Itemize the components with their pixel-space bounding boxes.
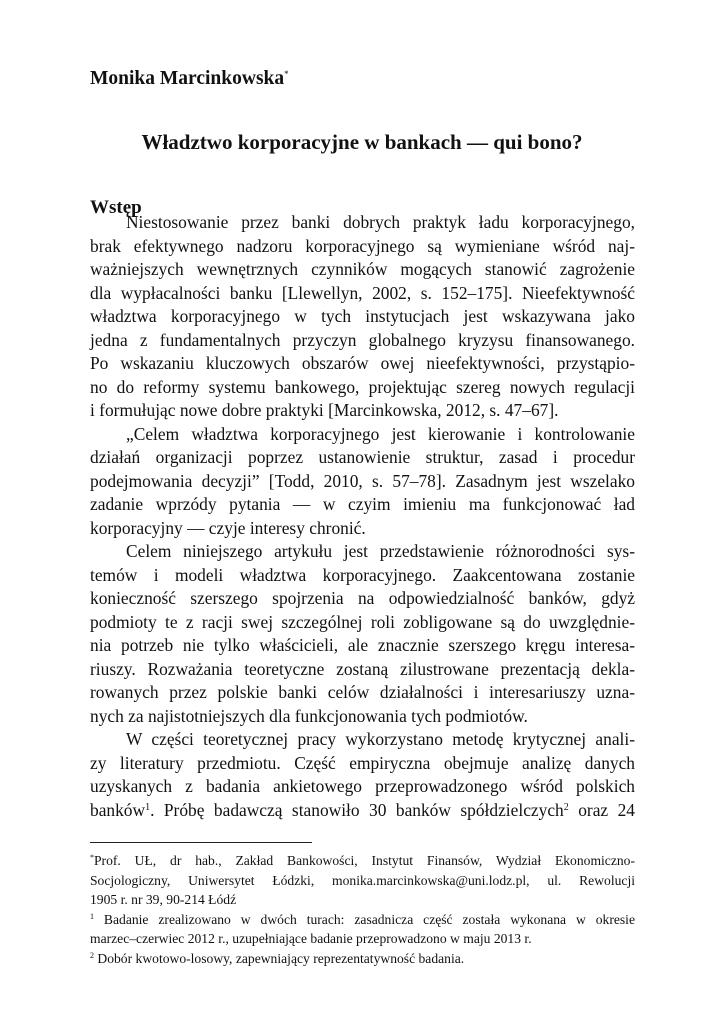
body-line: konieczność szerszego spojrzenia na odpowiedzialność banków, gdyż — [90, 588, 635, 608]
body-line: W części teoretycznej pracy wykorzystano metodę krytycznej anali- — [126, 729, 635, 749]
body-line: Niestosowanie przez banki dobrych praktyk ładu korporacyjnego, — [126, 212, 635, 232]
body-line: ważniejszych wewnętrznych czynników mogących stanowić zagrożenie — [90, 259, 635, 279]
author-name — [90, 68, 289, 90]
body-line: działań organizacji poprzez ustanowienie struktur, zasad i procedur — [90, 447, 635, 467]
footnote-text: Dobór kwotowo-losowy, zapewniający reprezentatywność badania. — [94, 950, 465, 966]
body-line: podmioty te z racji swej szczególnej roli zobligowane są do uwzględnie- — [90, 611, 635, 632]
body-line: uzyskanych z badania ankietowego przeprowadzonego wśród polskich — [90, 776, 635, 796]
footnote-marker: 2 — [90, 950, 94, 960]
footnote-text: Badanie zrealizowano w dwóch turach: zasadnicza część została wykonana w okresie — [94, 911, 635, 927]
body-line: nych za najistotniejszych dla funkcjonowania tych podmiotów. — [90, 705, 528, 726]
body-line-part: . Próbę badawczą stanowiło 30 banków spółdzielczych — [150, 799, 564, 820]
body-line — [90, 799, 635, 823]
body-line: brak efektywnego nadzoru korporacyjnego są wymieniane wśród naj- — [90, 235, 635, 256]
footnote-author — [90, 851, 635, 871]
footnote-ref-2[interactable]: 2 — [563, 801, 569, 813]
body-line: dla wypłacalności banku [Llewellyn, 2002, s. 152–175]. Nieefektywność — [90, 282, 635, 303]
body-line: rowanych przez polskie banki celów działalności i interesariuszy uzna- — [90, 682, 635, 702]
footnote-text: marzec–czerwiec 2012 r., uzupełniające badanie przeprowadzono w maju 2013 r. — [90, 931, 532, 946]
body-line: podejmowania decyzji” [Todd, 2010, s. 57–78]. Zasadnym jest wszelako — [90, 470, 635, 491]
footnote-1 — [90, 910, 635, 930]
footnote-ref-1[interactable]: 1 — [145, 801, 151, 813]
body-line: nia potrzeb nie tylko właścicieli, ale znacznie szerszego kręgu interesa- — [90, 635, 635, 655]
footnotes — [90, 851, 635, 968]
body-line: zadanie wprzódy pytania — w czyim imieniu ma funkcjonować ład — [90, 494, 635, 514]
body-line: riuszy. Rozważania teoretyczne zostaną zilustrowane prezentacją dekla- — [90, 658, 635, 679]
body-line: „Celem władztwa korporacyjnego jest kierowanie i kontrolowanie — [126, 423, 635, 444]
body-line-part: oraz 24 — [568, 799, 635, 820]
author-footnote-marker: * — [284, 69, 289, 79]
body-line: Po wskazaniu kluczowych obszarów owej nieefektywności, przystąpio- — [90, 353, 635, 373]
footnote-2 — [90, 949, 635, 969]
footnote-separator — [90, 842, 312, 843]
body-line: i formułując nowe dobre praktyki [Marcinkowska, 2012, s. 47–67]. — [90, 400, 559, 420]
body-line: Celem niniejszego artykułu jest przedstawienie różnorodności sys- — [126, 541, 635, 561]
section-heading: Wstęp — [90, 197, 142, 218]
body-line: temów i modeli władztwa korporacyjnego. Zaakcentowana zostanie — [90, 564, 635, 585]
footnote-text: Prof. UŁ, dr hab., Zakład Bankowości, Instytut Finansów, Wydział Ekonomiczno- — [94, 853, 635, 868]
article-title: Władztwo korporacyjne w bankach — qui bono? — [141, 130, 583, 154]
body-line: władztwa korporacyjnego w tych instytucjach jest wskazywana jako — [90, 306, 635, 326]
body-line-part: banków — [90, 799, 146, 820]
footnote-marker: * — [90, 853, 94, 862]
footnote-text: Socjologiczny, Uniwersytet Łódzki, monika.marcinkowska@uni.lodz.pl, ul. Rewolucji — [90, 872, 635, 888]
body-text — [90, 211, 635, 822]
footnote-text: 1905 r. nr 39, 90-214 Łódź — [90, 892, 237, 907]
footnote-marker: 1 — [90, 911, 94, 921]
body-line: jedna z fundamentalnych przyczyn globalnego kryzysu finansowanego. — [90, 329, 635, 350]
body-line: zy literatury przedmiotu. Część empiryczna obejmuje analizę danych — [90, 752, 635, 773]
body-line: korporacyjny — czyje interesy chronić. — [90, 517, 366, 538]
author-name-text: Monika Marcinkowska — [90, 68, 285, 89]
body-line: no do reformy systemu bankowego, projektując szereg nowych regulacji — [90, 376, 635, 397]
